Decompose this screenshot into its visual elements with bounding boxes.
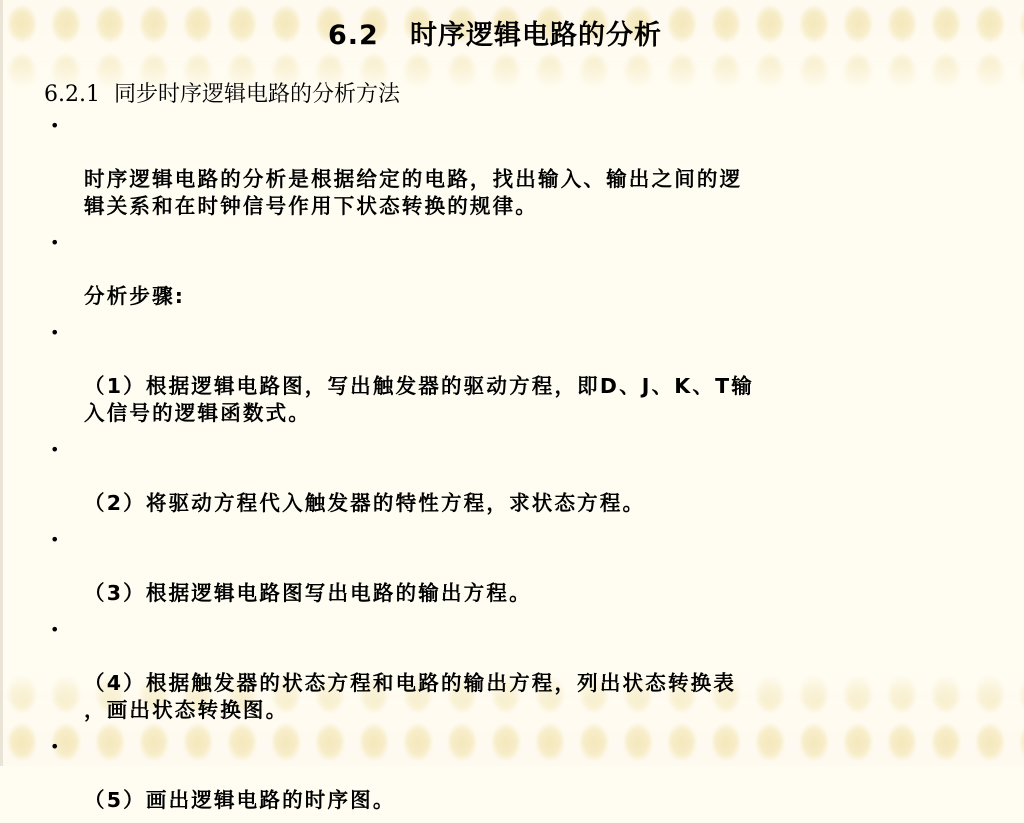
bullet-dot-icon: • xyxy=(50,440,60,459)
bullet-text: （1）根据逻辑电路图，写出触发器的驱动方程，即D、J、K、T输 入信号的逻辑函数式。 xyxy=(84,374,754,425)
section-subtitle: 6.2.1 同步时序逻辑电路的分析方法 xyxy=(44,82,400,107)
bullet-item xyxy=(44,733,924,814)
bullet-text: （5）画出逻辑电路的时序图。 xyxy=(84,788,396,812)
bullet-text: （3）根据逻辑电路图写出电路的输出方程。 xyxy=(84,581,532,605)
bullet-item xyxy=(44,229,924,310)
bullet-dot-icon: • xyxy=(50,737,60,756)
bullet-dot-icon: • xyxy=(50,323,60,342)
bullet-item xyxy=(44,319,924,427)
bullet-item xyxy=(44,526,924,607)
bullet-text: 时序逻辑电路的分析是根据给定的电路，找出输入、输出之间的逻 辑关系和在时钟信号作用下状态转换的规律。 xyxy=(84,167,743,218)
bullet-text: 分析步骤: xyxy=(84,284,186,308)
bullet-dot-icon: • xyxy=(50,530,60,549)
left-edge-line xyxy=(0,0,3,766)
slide-title: 6.2 时序逻辑电路的分析 xyxy=(327,20,663,51)
bullet-dot-icon: • xyxy=(50,233,60,252)
bullet-text: （4）根据触发器的状态方程和电路的输出方程，列出状态转换表 ，画出状态转换图。 xyxy=(84,671,737,722)
bullet-item xyxy=(44,436,924,517)
bullet-dot-icon: • xyxy=(50,620,60,639)
bullet-item xyxy=(44,616,924,724)
bullet-dot-icon: • xyxy=(50,116,60,135)
bullet-text: （2）将驱动方程代入触发器的特性方程，求状态方程。 xyxy=(84,491,646,515)
bullet-list xyxy=(44,112,924,823)
bullet-item xyxy=(44,112,924,220)
